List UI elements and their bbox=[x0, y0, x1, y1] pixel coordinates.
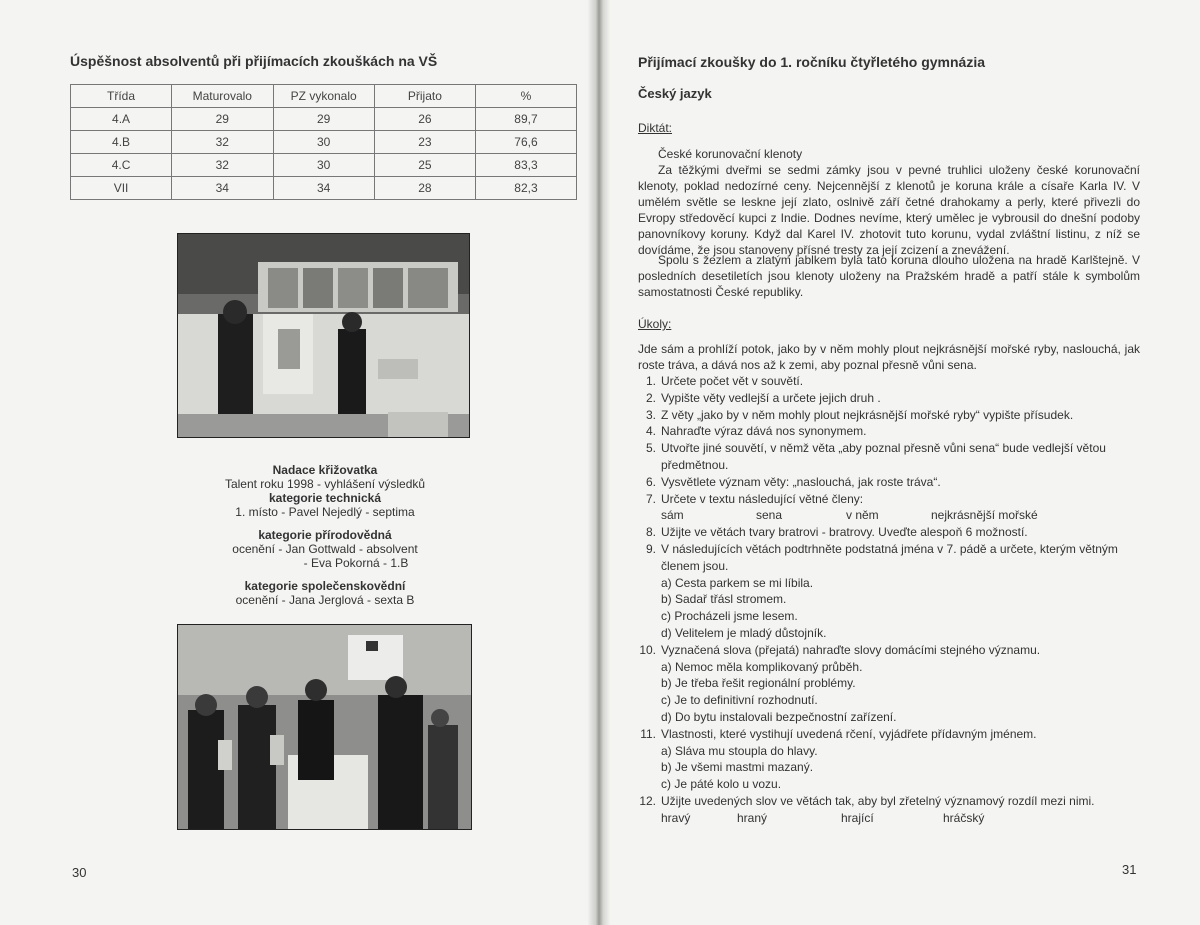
task-item: 9. V následujících větách podtrhněte podstatná jména v 7. pádě a určete, kterým větným členem jsou. bbox=[645, 541, 1118, 573]
task-text: Užijte uvedených slov ve větách tak, aby byl zřetelný významový rozdíl mezi nimi. bbox=[661, 793, 1095, 808]
task-item: 12. Užijte uvedených slov ve větách tak, aby byl zřetelný významový rozdíl mezi nimi. bbox=[639, 793, 1095, 808]
caption-social-award: ocenění - Jana Jerglová - sexta B bbox=[235, 593, 415, 607]
table-cell: VII bbox=[71, 177, 172, 200]
table-row bbox=[71, 177, 577, 200]
left-page-title: Úspěšnost absolventů při přijímacích zkouškách na VŠ bbox=[70, 53, 438, 69]
task-text: Nahraďte výraz dává nos synonymem. bbox=[661, 424, 867, 439]
caption-foundation: Nadace křižovatka bbox=[272, 463, 378, 477]
task-subitem: a) Cesta parkem se mi líbila. bbox=[661, 575, 814, 590]
task-item: 4. Nahraďte výraz dává nos synonymem. bbox=[645, 424, 867, 439]
caption-category-natural: kategorie přírodovědná bbox=[258, 528, 392, 542]
ceremony-photo bbox=[177, 624, 472, 830]
task-subitem: b) Je všemi mastmi mazaný. bbox=[661, 760, 814, 775]
task-text: Z věty „jako by v něm mohly plout nejkrásnější mořské ryby“ vypište přísudek. bbox=[661, 407, 1074, 422]
word: hrající bbox=[841, 810, 874, 825]
table-cell: 30 bbox=[273, 131, 374, 154]
dictation-label: Diktát: bbox=[638, 121, 673, 135]
task-subitem: c) Je to definitivní rozhodnutí. bbox=[661, 693, 818, 708]
page-number-left: 30 bbox=[72, 865, 87, 880]
table-cell: 34 bbox=[172, 177, 273, 200]
table-row bbox=[71, 154, 577, 177]
left-page bbox=[0, 0, 598, 925]
task-subitem: c) Je páté kolo u vozu. bbox=[661, 777, 782, 792]
caption-category-social: kategorie společenskovědní bbox=[244, 579, 406, 593]
table-row bbox=[71, 131, 577, 154]
task-text: Utvořte jiné souvětí, v němž věta „aby poznal přesně vůni sena“ bude vedlejší větou předmětnou. bbox=[661, 441, 1106, 472]
task-text: Vyznačená slova (přejatá) nahraďte slovy domácími stejného významu. bbox=[661, 642, 1041, 657]
dictation-title: České korunovační klenoty bbox=[658, 147, 803, 161]
col-header-graduated: Maturovalo bbox=[172, 85, 273, 108]
col-header-percent: % bbox=[475, 85, 576, 108]
col-header-exam-taken: PZ vykonalo bbox=[273, 85, 374, 108]
word: hráčský bbox=[943, 810, 985, 825]
task-item: 3. Z věty „jako by v něm mohly plout nejkrásnější mořské ryby“ vypište přísudek. bbox=[645, 407, 1074, 422]
table-cell: 32 bbox=[172, 154, 273, 177]
task-item: 5. Utvořte jiné souvětí, v němž věta „aby poznal přesně vůni sena“ bude vedlejší větou předmětnou. bbox=[645, 441, 1106, 472]
word: nejkrásnější mořské bbox=[931, 508, 1038, 523]
tasks-list bbox=[638, 373, 1148, 827]
task-text: V následujících větách podtrhněte podstatná jména v 7. pádě a určete, kterým větným členem jsou. bbox=[661, 541, 1118, 573]
word: hravý bbox=[661, 810, 691, 825]
task-subitem: a) Nemoc měla komplikovaný průběh. bbox=[661, 659, 863, 674]
task-subitem: d) Do bytu instalovali bezpečnostní zařízení. bbox=[661, 709, 897, 724]
task-text: Určete v textu následující větné členy: bbox=[661, 491, 864, 506]
table-cell: 4.B bbox=[71, 131, 172, 154]
table-row bbox=[71, 108, 577, 131]
task-text: Užijte ve větách tvary bratrovi - bratrovy. Uveďte alespoň 6 možností. bbox=[661, 525, 1028, 540]
task-subitem: a) Sláva mu stoupla do hlavy. bbox=[661, 743, 818, 758]
classroom-photo bbox=[177, 233, 470, 438]
tasks-intro: Jde sám a prohlíží potok, jako by v něm mohly plout nejkrásnější mořské ryby, naslouchá, jak roste tráva, a dává nos až k zemi, aby poznal přesně vůni sena. bbox=[638, 342, 1140, 372]
task-text: Vlastnosti, které vystihují uvedená rčení, vyjádřete přídavným jménem. bbox=[661, 726, 1037, 741]
table-cell: 32 bbox=[172, 131, 273, 154]
task-item: 6. Vysvětlete význam věty: „naslouchá, jak roste tráva“. bbox=[645, 474, 941, 489]
task-item: 1. Určete počet vět v souvětí. bbox=[645, 374, 804, 388]
table-cell: 23 bbox=[374, 131, 475, 154]
caption-technical-winner: 1. místo - Pavel Nejedlý - septima bbox=[235, 505, 415, 519]
table-cell: 4.A bbox=[71, 108, 172, 131]
book-gutter bbox=[588, 0, 610, 925]
task-item: 10. Vyznačená slova (přejatá) nahraďte slovy domácími stejného významu. bbox=[639, 642, 1041, 657]
table-cell: 4.C bbox=[71, 154, 172, 177]
word: sena bbox=[756, 508, 783, 523]
word: hraný bbox=[737, 810, 768, 825]
table-cell: 25 bbox=[374, 154, 475, 177]
table-cell: 28 bbox=[374, 177, 475, 200]
task-text: Vypište věty vedlejší a určete jejich druh . bbox=[661, 390, 881, 405]
task-item: 11. Vlastnosti, které vystihují uvedená rčení, vyjádřete přídavným jménem. bbox=[640, 726, 1037, 741]
photo-caption bbox=[170, 463, 480, 607]
word: v něm bbox=[846, 508, 879, 523]
classroom-photo-image bbox=[178, 234, 469, 437]
caption-event: Talent roku 1998 - vyhlášení výsledků bbox=[224, 477, 426, 491]
table-cell: 34 bbox=[273, 177, 374, 200]
table-cell: 83,3 bbox=[475, 154, 576, 177]
right-page-title: Přijímací zkoušky do 1. ročníku čtyřletého gymnázia bbox=[638, 54, 986, 70]
task-subitem: b) Je třeba řešit regionální problémy. bbox=[661, 676, 856, 691]
task-text: Určete počet vět v souvětí. bbox=[661, 374, 804, 388]
ceremony-photo-image bbox=[178, 625, 471, 829]
sentence-members-row bbox=[638, 507, 1148, 524]
word: sám bbox=[661, 508, 684, 523]
tasks-label: Úkoly: bbox=[638, 317, 672, 331]
col-header-accepted: Přijato bbox=[374, 85, 475, 108]
table-cell: 29 bbox=[172, 108, 273, 131]
task-item: 8. Užijte ve větách tvary bratrovi - bratrovy. Uveďte alespoň 6 možností. bbox=[645, 525, 1028, 540]
task-item: 7. Určete v textu následující větné členy: bbox=[645, 491, 864, 506]
table-cell: 29 bbox=[273, 108, 374, 131]
table-cell: 26 bbox=[374, 108, 475, 131]
caption-natural-award-1: ocenění - Jan Gottwald - absolvent bbox=[232, 542, 418, 556]
col-header-class: Třída bbox=[71, 85, 172, 108]
page-number-right: 31 bbox=[1122, 862, 1137, 877]
caption-category-technical: kategorie technická bbox=[268, 491, 382, 505]
table-cell: 30 bbox=[273, 154, 374, 177]
dictation-paragraph-1: Za těžkými dveřmi se sedmi zámky jsou v pevné truhlici uloženy české korunovační klenoty, poklad nedozírné ceny. Nejcennější z klenotů je koruna krále a císaře Karla IV. V umělém světle se leskne její zlato, oslnivě září četné drahokamy a perly, které přivezli do Evropy středověcí kupci z Indie. Dodnes nevíme, který umělec je vybrousil do dnešní podoby panovníkovy koruny. Když dal Karel IV. zhotovit tuto korunu, vydal zvláštní listinu, z níž se dovídáme, že jsou stanoveny přísné tresty za její zcizení a znevážení. bbox=[638, 163, 1140, 257]
dictation-paragraph-2: Spolu s žezlem a zlatým jablkem byla tato koruna dlouho uložena na hradě Karlštejně. V posledních desetiletích jsou klenoty uloženy na Pražském hradě a patří stále k symbolům samostatnosti České republiky. bbox=[638, 253, 1140, 299]
task-subitem: b) Sadař třásl stromem. bbox=[661, 592, 787, 607]
task-subitem: c) Procházeli jsme lesem. bbox=[661, 609, 798, 624]
results-table bbox=[70, 84, 577, 200]
table-header-row bbox=[71, 85, 577, 108]
subject-heading: Český jazyk bbox=[638, 86, 712, 101]
task-subitem: d) Velitelem je mladý důstojník. bbox=[661, 625, 827, 640]
table-cell: 76,6 bbox=[475, 131, 576, 154]
words-row bbox=[638, 810, 1148, 827]
table-cell: 89,7 bbox=[475, 108, 576, 131]
task-item: 2. Vypište věty vedlejší a určete jejich druh . bbox=[645, 390, 881, 405]
table-cell: 82,3 bbox=[475, 177, 576, 200]
task-text: Vysvětlete význam věty: „naslouchá, jak roste tráva“. bbox=[661, 474, 941, 489]
caption-natural-award-2: - Eva Pokorná - 1.B bbox=[303, 556, 409, 570]
